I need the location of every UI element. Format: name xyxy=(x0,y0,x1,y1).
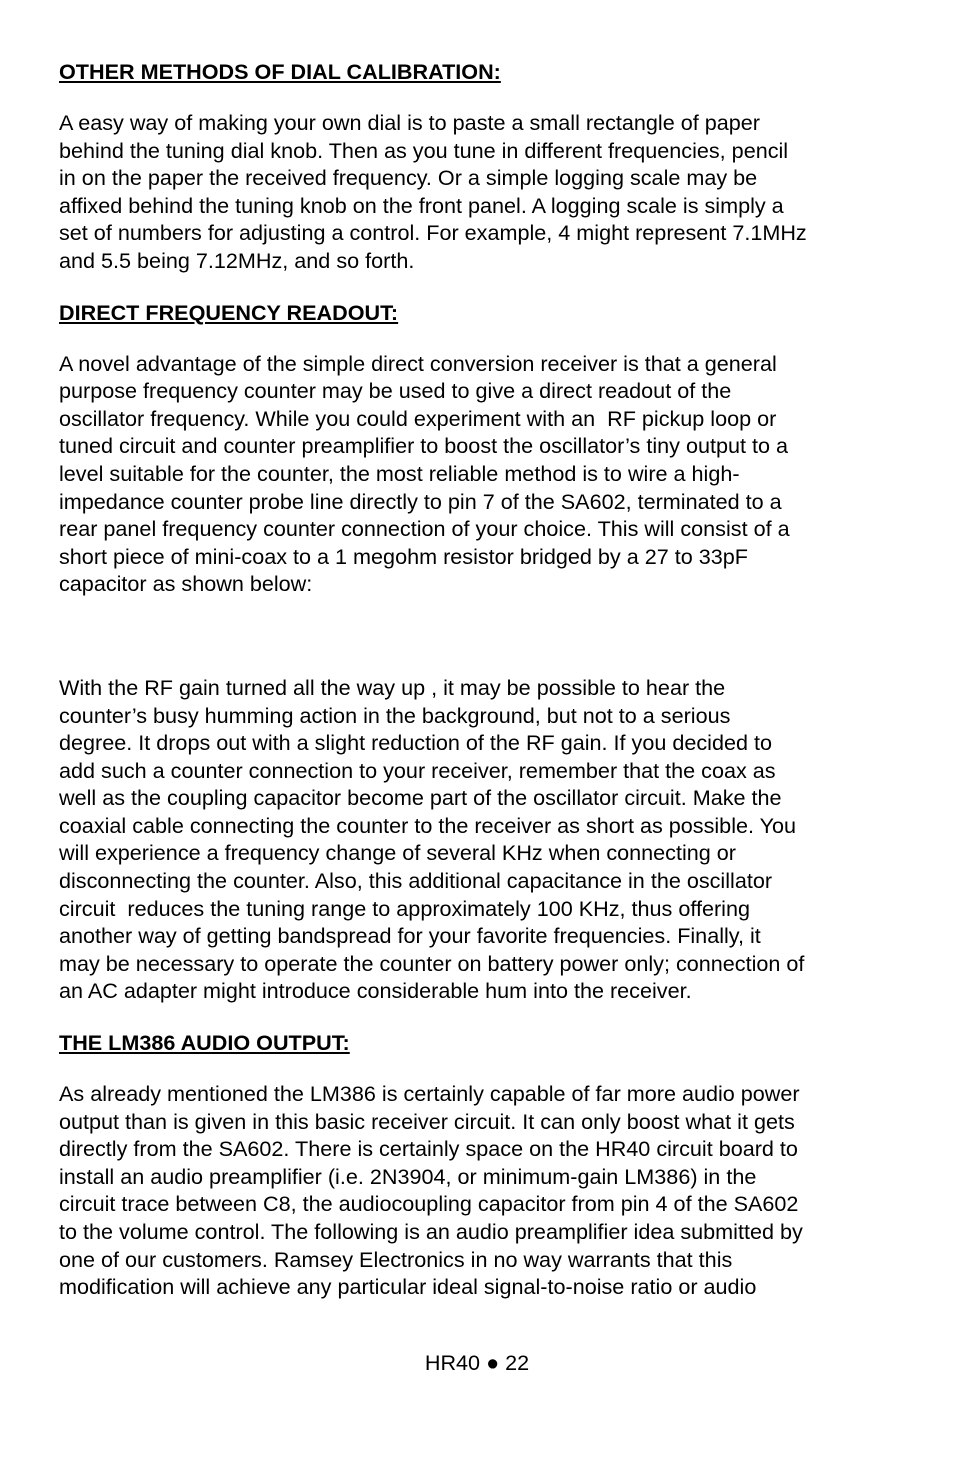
text-line: A easy way of making your own dial is to paste a small rectangle of paper xyxy=(59,110,760,135)
text-line: short piece of mini-coax to a 1 megohm resistor bridged by a 27 to 33pF xyxy=(59,543,748,569)
text-line: one of our customers. Ramsey Electronics in no way warrants that this xyxy=(59,1246,733,1272)
text-line: disconnecting the counter. Also, this additional capacitance in the oscillator xyxy=(59,868,773,894)
text-line: tuned circuit and counter preamplifier to boost the oscillator’s tiny output to a xyxy=(59,433,789,459)
section-heading-frequency-readout: DIRECT FREQUENCY READOUT: xyxy=(59,299,399,325)
text-line: in on the paper the received frequency. Or a simple logging scale may be xyxy=(59,165,758,191)
text-line: counter’s busy humming action in the background, but not to a serious xyxy=(59,702,731,728)
text-line: capacitor as shown below: xyxy=(59,571,313,597)
text-line: oscillator frequency. While you could experiment with an RF pickup loop or xyxy=(59,405,777,431)
text-line: install an audio preamplifier (i.e. 2N3904, or minimum-gain LM386) in the xyxy=(59,1163,757,1189)
paragraph-dial-calibration xyxy=(59,109,899,275)
text-line: another way of getting bandspread for your favorite frequencies. Finally, it xyxy=(59,923,761,949)
paragraph-audio-output xyxy=(59,1080,899,1301)
text-line: and 5.5 being 7.12MHz, and so forth. xyxy=(59,247,415,273)
document-page xyxy=(59,58,899,1301)
section-heading-audio-output: THE LM386 AUDIO OUTPUT: xyxy=(59,1030,350,1056)
text-line: add such a counter connection to your receiver, remember that the coax as xyxy=(59,757,776,783)
text-line: degree. It drops out with a slight reduction of the RF gain. If you decided to xyxy=(59,730,773,756)
text-line: set of numbers for adjusting a control. For example, 4 might represent 7.1MHz xyxy=(59,220,807,246)
text-line: behind the tuning dial knob. Then as you tune in different frequencies, pencil xyxy=(59,137,789,163)
text-line: level suitable for the counter, the most reliable method is to wire a high- xyxy=(59,460,740,486)
text-line: affixed behind the tuning knob on the front panel. A logging scale is simply a xyxy=(59,192,784,218)
section-heading-dial-calibration: OTHER METHODS OF DIAL CALIBRATION: xyxy=(59,59,501,84)
text-line: purpose frequency counter may be used to give a direct readout of the xyxy=(59,378,732,404)
text-line: coaxial cable connecting the counter to the receiver as short as possible. You xyxy=(59,812,797,838)
text-line: As already mentioned the LM386 is certainly capable of far more audio power xyxy=(59,1081,800,1107)
text-line: A novel advantage of the simple direct conversion receiver is that a general xyxy=(59,350,777,376)
text-line: may be necessary to operate the counter on battery power only; connection of xyxy=(59,950,805,976)
text-line: to the volume control. The following is an audio preamplifier idea submitted by xyxy=(59,1219,803,1244)
text-line: will experience a frequency change of several KHz when connecting or xyxy=(59,840,736,866)
text-line: circuit trace between C8, the audiocoupling capacitor from pin 4 of the SA602 xyxy=(59,1191,799,1217)
text-line: With the RF gain turned all the way up , it may be possible to hear the xyxy=(59,674,726,700)
text-line: circuit reduces the tuning range to approximately 100 KHz, thus offering xyxy=(59,895,750,921)
text-line: modification will achieve any particular ideal signal-to-noise ratio or audio xyxy=(59,1274,757,1300)
text-line: directly from the SA602. There is certainly space on the HR40 circuit board to xyxy=(59,1136,798,1162)
page-footer: HR40 ● 22 xyxy=(424,1350,530,1375)
text-line: an AC adapter might introduce considerable hum into the receiver. xyxy=(59,978,692,1004)
text-line: well as the coupling capacitor become part of the oscillator circuit. Make the xyxy=(59,785,782,811)
paragraph-rf-gain xyxy=(59,674,899,1005)
paragraph-frequency-readout xyxy=(59,350,899,598)
text-line: impedance counter probe line directly to pin 7 of the SA602, terminated to a xyxy=(59,488,782,514)
text-line: output than is given in this basic receiver circuit. It can only boost what it gets xyxy=(59,1108,795,1134)
text-line: rear panel frequency counter connection of your choice. This will consist of a xyxy=(59,516,790,542)
